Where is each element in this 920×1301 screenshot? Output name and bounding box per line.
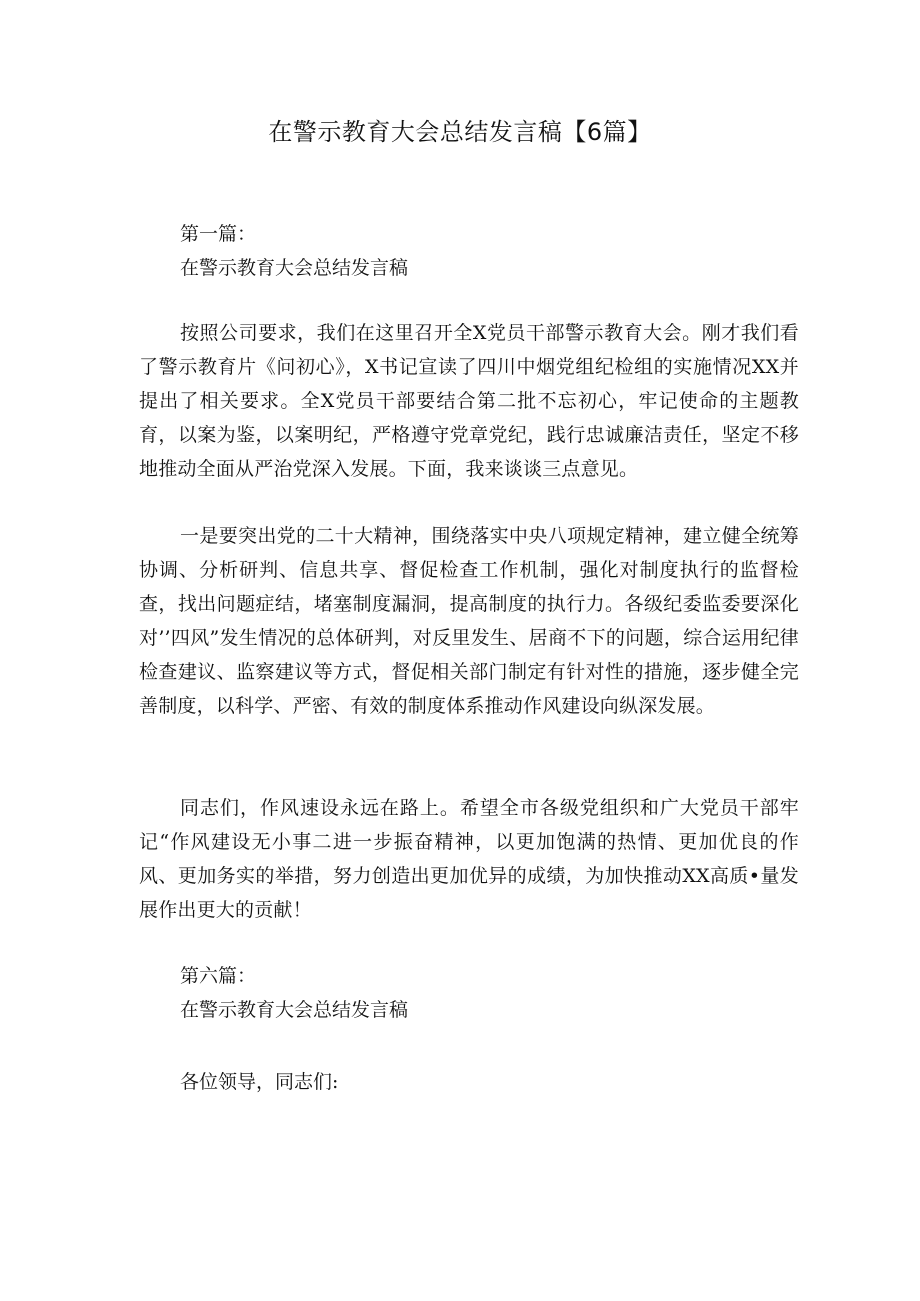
section-6-subtitle: 在警示教育大会总结发言稿 [180,999,409,1021]
section-1-paragraph-1: 按照公司要求，我们在这里召开全X党员干部警示教育大会。刚才我们看了警示教育片《问初心》，X书记宣读了四川中烟党组纪检组的实施情况XX并提出了相关要求。全X党员干部要结合第二批不忘初心，牢记使命的主题教育，以案为鉴，以案明纪，严格遵守党章党纪，践行忠诚廉洁责任，坚定不移地推动全面从严治党深入发展。下面，我来谈谈三点意见。 [139,322,799,480]
document-title: 在警示教育大会总结发言稿【6篇】 [268,118,652,146]
section-1-subtitle: 在警示教育大会总结发言稿 [180,257,409,279]
section-6-greeting: 各位领导，同志们: [180,1071,339,1093]
section-1-heading: 第一篇： [180,223,257,245]
section-1-paragraph-2: 一是要突出党的二十大精神，围绕落实中央八项规定精神，建立健全统筹协调、分析研判、信息共享、督促检查工作机制，强化对制度执行的监督检查，找出问题症结，堵塞制度漏洞，提高制度的执行力。各级纪委监委要深化对’’四风”发生情况的总体研判，对反里发生、居商不下的问题，综合运用纪律检查建议、监察建议等方式，督促相关部门制定有针对性的措施，逐步健全完善制度，以科学、严密、有效的制度体系推动作风建设向纵深发展。 [139,525,799,717]
section-1-paragraph-3: 同志们，作风速设永远在路上。希望全市各级党组织和广大党员干部牢记“作风建设无小事二进一步振奋精神，以更加饱满的热情、更加优良的作风、更加务实的举措，努力创造出更加优异的成绩，为加快推动XX高质•量发展作出更大的贡献！ [139,797,799,921]
section-6-heading: 第六篇： [180,965,257,987]
